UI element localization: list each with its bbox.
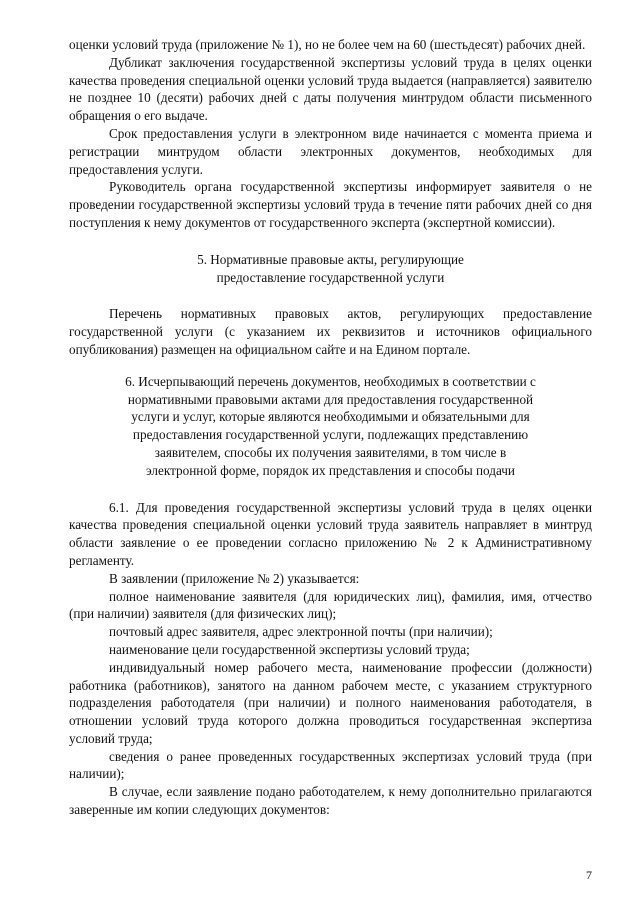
section6-item-purpose: наименование цели государственной экспертизы условий труда; xyxy=(109,641,470,657)
section6-item-previous-expertise: сведения о ранее проведенных государственных экспертизах условий труда (при наличии); xyxy=(69,748,592,782)
paragraph-electronic-term: Срок предоставления услуги в электронном виде начинается с момента приема и регистрации минтрудом области электронных документов, необходимых для предоставления услуги. xyxy=(69,125,592,177)
paragraph-head-informs: Руководитель органа государственной экспертизы информирует заявителя о не проведении государственной экспертизы условий труда в течение пяти рабочих дней со дня поступления к нему документов от государственного эксперта (экспертной комиссии). xyxy=(69,179,592,230)
section6-heading-line3: услуги и услуг, которые являются необходимыми и обязательными для xyxy=(131,409,530,425)
section6-paragraph-statement-contents: В заявлении (приложение № 2) указывается: xyxy=(109,570,360,586)
section6-heading-line2: нормативными правовыми актами для предоставления государственной xyxy=(127,391,534,407)
document-body xyxy=(69,36,592,819)
section6-item-workplace-number: индивидуальный номер рабочего места, наименование профессии (должности) работника (работников), занятого на данном рабочем месте, с указанием структурного подразделения работодателя (при наличии) и полного наименования работодателя, в отношении условий труда которого должна проводиться государственная экспертиза условий труда; xyxy=(69,659,592,746)
section6-item-postal-address: почтовый адрес заявителя, адрес электронной почты (при наличии); xyxy=(109,624,493,640)
section6-heading-line1: 6. Исчерпывающий перечень документов, необходимых в соответствии с xyxy=(125,373,536,389)
paragraph-duplicate: Дубликат заключения государственной экспертизы условий труда в целях оценки качества проведения специальной оценки условий труда выдается (направляется) заявителю не позднее 10 (десяти) рабочих дней с даты получения минтрудом области письменного обращения о его выдаче. xyxy=(69,54,592,124)
section6-item-full-name: полное наименование заявителя (для юридических лиц), фамилия, имя, отчество (при наличии) заявителя (для физических лиц); xyxy=(69,588,592,622)
section5-heading-line2: предоставление государственной услуги xyxy=(216,269,445,285)
section6-heading-line6: электронной форме, порядок их представления и способы подачи xyxy=(146,462,515,478)
section5-text: Перечень нормативных правовых актов, регулирующих предоставление государственной услуги (с указанием их реквизитов и источников официального опубликования) размещен на официальном сайте и на Едином портале. xyxy=(69,306,592,357)
paragraph-continuation: оценки условий труда (приложение № 1), но не более чем на 60 (шестьдесят) рабочих дней. xyxy=(69,37,586,52)
section6-heading-line5: заявителем, способы их получения заявителями, в том числе в xyxy=(154,444,507,460)
section5-heading-line1: 5. Нормативные правовые акты, регулирующие xyxy=(197,251,464,267)
section6-paragraph-employer-case: В случае, если заявление подано работодателем, к нему дополнительно прилагаются заверенные им копии следующих документов: xyxy=(69,784,592,818)
section6-heading-line4: предоставления государственной услуги, подлежащих представлению xyxy=(132,427,529,443)
page-number: 7 xyxy=(586,868,592,882)
section6-paragraph-6-1: 6.1. Для проведения государственной экспертизы условий труда в целях оценки качества проведения специальной оценки условий труда заявитель направляет в минтруд области заявление о ее проведении согласно приложению № 2 к Административному регламенту. xyxy=(69,499,592,568)
